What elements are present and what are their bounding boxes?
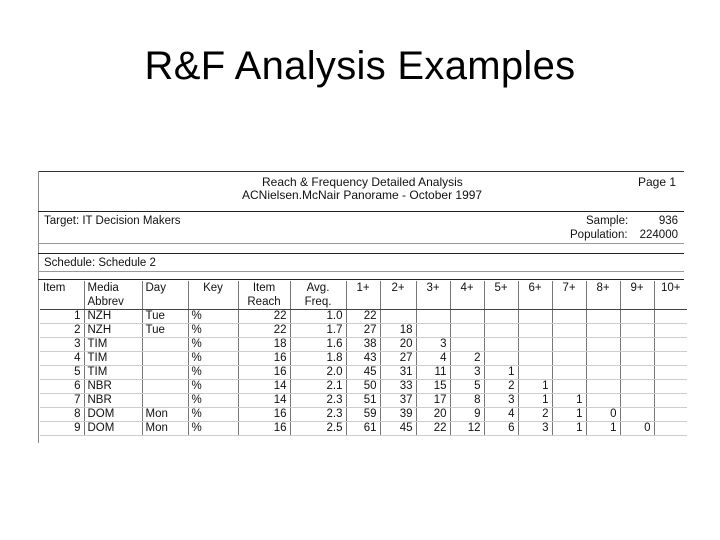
table-cell bbox=[416, 310, 450, 324]
column-header: 9+ bbox=[620, 281, 654, 295]
table-cell bbox=[620, 338, 654, 352]
table-cell bbox=[620, 394, 654, 408]
table-cell: 3 bbox=[518, 422, 552, 436]
table-cell: Tue bbox=[142, 310, 188, 324]
table-cell bbox=[654, 380, 687, 394]
table-cell: 27 bbox=[380, 352, 416, 366]
table-cell: 14 bbox=[238, 394, 290, 408]
table-cell bbox=[142, 352, 188, 366]
table-cell bbox=[586, 394, 620, 408]
table-cell: 4 bbox=[40, 352, 84, 366]
table-cell: 61 bbox=[346, 422, 380, 436]
table-cell: NBR bbox=[84, 380, 142, 394]
table-cell bbox=[620, 408, 654, 422]
sample-value: 936 bbox=[658, 215, 678, 227]
table-cell: 9 bbox=[40, 422, 84, 436]
table-cell: % bbox=[188, 408, 238, 422]
column-header: Avg. bbox=[290, 281, 346, 295]
table-cell bbox=[586, 310, 620, 324]
table-cell: 20 bbox=[380, 338, 416, 352]
table-cell: 22 bbox=[416, 422, 450, 436]
report-rule-1 bbox=[38, 211, 684, 212]
table-cell: 1 bbox=[586, 422, 620, 436]
table-cell: 45 bbox=[380, 422, 416, 436]
column-header: 5+ bbox=[484, 281, 518, 295]
table-cell: 3 bbox=[40, 338, 84, 352]
table-cell bbox=[654, 422, 687, 436]
table-cell: 50 bbox=[346, 380, 380, 394]
table-cell: 16 bbox=[238, 408, 290, 422]
table-cell: 37 bbox=[380, 394, 416, 408]
table-cell bbox=[450, 338, 484, 352]
table-cell bbox=[586, 324, 620, 338]
table-cell: % bbox=[188, 366, 238, 380]
target-label: Target: IT Decision Makers bbox=[44, 215, 181, 227]
column-header-sub bbox=[346, 295, 380, 310]
table-cell: 2 bbox=[450, 352, 484, 366]
table-cell: 1.8 bbox=[290, 352, 346, 366]
table-cell: 2 bbox=[518, 408, 552, 422]
table-cell bbox=[518, 338, 552, 352]
table-cell: % bbox=[188, 394, 238, 408]
table-cell: 3 bbox=[450, 366, 484, 380]
column-header: 10+ bbox=[654, 281, 687, 295]
table-cell bbox=[416, 324, 450, 338]
column-header-sub bbox=[586, 295, 620, 310]
table-cell bbox=[484, 310, 518, 324]
sample-label: Sample: bbox=[586, 215, 629, 227]
table-cell: 22 bbox=[238, 310, 290, 324]
table-cell: TIM bbox=[84, 338, 142, 352]
table-cell: Tue bbox=[142, 324, 188, 338]
report-rule-3 bbox=[38, 253, 684, 254]
table-cell bbox=[552, 324, 586, 338]
table-cell: 2.0 bbox=[290, 366, 346, 380]
table-cell: 2 bbox=[40, 324, 84, 338]
table-cell: 16 bbox=[238, 366, 290, 380]
column-header: Item bbox=[238, 281, 290, 295]
table-cell bbox=[552, 338, 586, 352]
table-cell bbox=[518, 324, 552, 338]
table-cell bbox=[620, 352, 654, 366]
table-cell: 43 bbox=[346, 352, 380, 366]
column-header-sub bbox=[188, 295, 238, 310]
table-cell bbox=[654, 310, 687, 324]
column-header: 8+ bbox=[586, 281, 620, 295]
report-rule-4 bbox=[38, 271, 684, 272]
table-cell: 3 bbox=[484, 394, 518, 408]
table-cell: 1 bbox=[518, 394, 552, 408]
table-cell: DOM bbox=[84, 408, 142, 422]
table-cell bbox=[484, 338, 518, 352]
column-header-sub bbox=[450, 295, 484, 310]
table-cell: 6 bbox=[484, 422, 518, 436]
table-cell: 39 bbox=[380, 408, 416, 422]
table-cell: 31 bbox=[380, 366, 416, 380]
column-header: Key bbox=[188, 281, 238, 295]
table-cell: % bbox=[188, 338, 238, 352]
report-top-rule bbox=[38, 171, 684, 172]
table-cell: 17 bbox=[416, 394, 450, 408]
table-cell: 45 bbox=[346, 366, 380, 380]
table-cell: 16 bbox=[238, 422, 290, 436]
table-cell bbox=[142, 366, 188, 380]
column-header: 7+ bbox=[552, 281, 586, 295]
table-cell bbox=[586, 352, 620, 366]
table-cell: 2.1 bbox=[290, 380, 346, 394]
column-header: Day bbox=[142, 281, 188, 295]
column-header-sub bbox=[40, 295, 84, 310]
table-cell: 6 bbox=[40, 380, 84, 394]
slide-title: R&F Analysis Examples bbox=[144, 44, 576, 88]
table-cell: 4 bbox=[416, 352, 450, 366]
column-header: 6+ bbox=[518, 281, 552, 295]
table-cell bbox=[654, 338, 687, 352]
table-cell bbox=[484, 324, 518, 338]
table-row bbox=[40, 408, 687, 422]
table-cell bbox=[654, 352, 687, 366]
column-header-sub: Reach bbox=[238, 295, 290, 310]
table-cell: % bbox=[188, 422, 238, 436]
table-cell bbox=[654, 324, 687, 338]
report-page-number: Page 1 bbox=[638, 175, 677, 189]
table-cell: 1 bbox=[484, 366, 518, 380]
table-cell: 1 bbox=[552, 422, 586, 436]
table-cell bbox=[518, 366, 552, 380]
table-cell: 2.5 bbox=[290, 422, 346, 436]
table-cell bbox=[620, 324, 654, 338]
table-cell: NBR bbox=[84, 394, 142, 408]
table-cell bbox=[518, 310, 552, 324]
table-cell: 1 bbox=[40, 310, 84, 324]
report-subtitle: ACNielsen.McNair Panorame - October 1997 bbox=[242, 188, 483, 202]
table-cell: TIM bbox=[84, 352, 142, 366]
table-cell: % bbox=[188, 310, 238, 324]
table-cell: 27 bbox=[346, 324, 380, 338]
table-cell: 12 bbox=[450, 422, 484, 436]
table-cell: 8 bbox=[40, 408, 84, 422]
table-cell bbox=[654, 394, 687, 408]
column-header-sub bbox=[620, 295, 654, 310]
table-row bbox=[40, 324, 687, 338]
table-cell: 38 bbox=[346, 338, 380, 352]
table-cell bbox=[552, 380, 586, 394]
table-cell: DOM bbox=[84, 422, 142, 436]
table-row bbox=[40, 352, 687, 366]
header-row-top bbox=[40, 281, 687, 295]
header-row-bottom bbox=[40, 295, 687, 310]
table-cell: 3 bbox=[416, 338, 450, 352]
table-cell: 2.3 bbox=[290, 408, 346, 422]
table-cell: % bbox=[188, 380, 238, 394]
table-cell: 1.7 bbox=[290, 324, 346, 338]
population-value: 224000 bbox=[639, 229, 678, 241]
schedule-label: Schedule: Schedule 2 bbox=[44, 257, 156, 269]
table-cell: 14 bbox=[238, 380, 290, 394]
table-cell bbox=[654, 408, 687, 422]
column-header-sub bbox=[654, 295, 687, 310]
table-cell bbox=[552, 366, 586, 380]
table-cell: 4 bbox=[484, 408, 518, 422]
table-cell bbox=[142, 380, 188, 394]
table-row bbox=[40, 366, 687, 380]
table-cell: 18 bbox=[238, 338, 290, 352]
table-cell bbox=[620, 310, 654, 324]
report-rule-5 bbox=[38, 279, 684, 280]
column-header: 2+ bbox=[380, 281, 416, 295]
table-cell bbox=[484, 352, 518, 366]
table-row bbox=[40, 422, 687, 436]
table-cell: 16 bbox=[238, 352, 290, 366]
table-cell: 8 bbox=[450, 394, 484, 408]
table-cell: 22 bbox=[346, 310, 380, 324]
table-cell: 9 bbox=[450, 408, 484, 422]
table-cell: 1.0 bbox=[290, 310, 346, 324]
column-header-sub bbox=[518, 295, 552, 310]
table-cell: TIM bbox=[84, 366, 142, 380]
table-cell: NZH bbox=[84, 324, 142, 338]
rf-analysis-table bbox=[40, 281, 687, 436]
table-cell: 2.3 bbox=[290, 394, 346, 408]
table-row bbox=[40, 338, 687, 352]
table-cell: 33 bbox=[380, 380, 416, 394]
column-header: 4+ bbox=[450, 281, 484, 295]
report-scan bbox=[38, 163, 684, 443]
table-cell: 0 bbox=[586, 408, 620, 422]
table-cell bbox=[380, 310, 416, 324]
table-cell: 22 bbox=[238, 324, 290, 338]
column-header: Item bbox=[43, 281, 66, 294]
table-cell: 5 bbox=[40, 366, 84, 380]
table-header bbox=[40, 281, 687, 310]
table-cell: Mon bbox=[142, 408, 188, 422]
table-cell: % bbox=[188, 352, 238, 366]
column-header-sub bbox=[416, 295, 450, 310]
table-cell bbox=[620, 380, 654, 394]
column-header-sub bbox=[552, 295, 586, 310]
report-rule-2 bbox=[38, 243, 684, 244]
table-cell: 1.6 bbox=[290, 338, 346, 352]
table-cell: 5 bbox=[450, 380, 484, 394]
table-cell: 0 bbox=[620, 422, 654, 436]
table-cell: 51 bbox=[346, 394, 380, 408]
table-cell bbox=[654, 366, 687, 380]
table-cell bbox=[450, 324, 484, 338]
table-cell: 20 bbox=[416, 408, 450, 422]
table-row bbox=[40, 310, 687, 324]
table-cell bbox=[450, 310, 484, 324]
column-header: 1+ bbox=[346, 281, 380, 295]
table-body bbox=[40, 310, 687, 436]
report-title: Reach & Frequency Detailed Analysis bbox=[262, 175, 463, 189]
column-header-sub: Freq. bbox=[290, 295, 346, 310]
table-cell bbox=[552, 310, 586, 324]
table-cell: 11 bbox=[416, 366, 450, 380]
column-header-sub bbox=[142, 295, 188, 310]
table-row bbox=[40, 394, 687, 408]
column-header: Media bbox=[84, 281, 142, 295]
table-cell bbox=[142, 338, 188, 352]
table-cell bbox=[620, 366, 654, 380]
table-cell bbox=[586, 380, 620, 394]
table-cell: 18 bbox=[380, 324, 416, 338]
table-row bbox=[40, 380, 687, 394]
table-cell: 7 bbox=[40, 394, 84, 408]
table-cell: Mon bbox=[142, 422, 188, 436]
column-header-sub: Abbrev bbox=[84, 295, 142, 310]
table-cell: 1 bbox=[552, 394, 586, 408]
column-header-sub bbox=[380, 295, 416, 310]
table-cell: NZH bbox=[84, 310, 142, 324]
table-cell: % bbox=[188, 324, 238, 338]
table-cell bbox=[552, 352, 586, 366]
table-cell: 59 bbox=[346, 408, 380, 422]
table-cell bbox=[142, 394, 188, 408]
table-cell: 1 bbox=[518, 380, 552, 394]
table-cell: 15 bbox=[416, 380, 450, 394]
table-cell bbox=[586, 366, 620, 380]
population-label: Population: bbox=[570, 229, 628, 241]
table-cell: 1 bbox=[552, 408, 586, 422]
column-header: 3+ bbox=[416, 281, 450, 295]
table-cell: 2 bbox=[484, 380, 518, 394]
table-cell bbox=[518, 352, 552, 366]
column-header-sub bbox=[484, 295, 518, 310]
table-cell bbox=[586, 338, 620, 352]
